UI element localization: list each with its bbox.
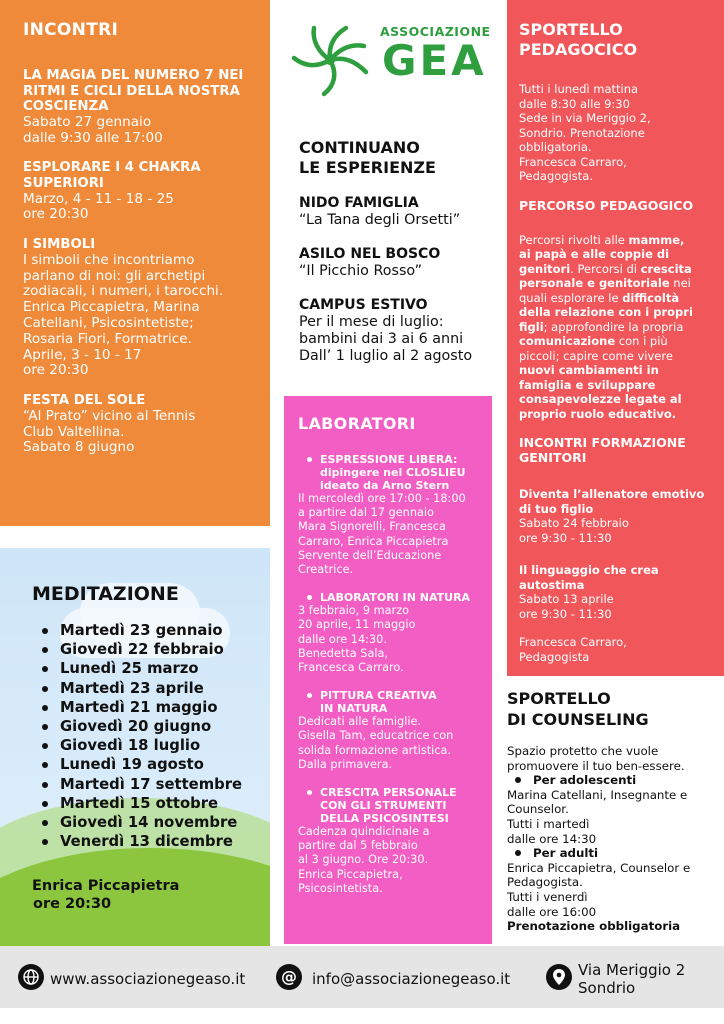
list-item: Giovedì 14 novembre xyxy=(42,813,270,832)
title-line: LABORATORI IN NATURA xyxy=(320,591,471,605)
esperienza-title: CAMPUS ESTIVO xyxy=(299,297,428,313)
title-line: IN NATURA xyxy=(320,702,388,716)
formazione-title: Diventa l’allenatore emotivo xyxy=(519,487,705,501)
text-line: promuovere il tuo ben-essere. xyxy=(507,758,685,773)
list-item: Giovedì 20 giugno xyxy=(42,717,270,736)
formazione-title: autostima xyxy=(519,577,585,592)
adulti-label: Per adulti xyxy=(507,846,722,861)
event-title: I SIMBOLI xyxy=(23,237,96,253)
text-line: Pedagogista. xyxy=(519,169,593,183)
body-text: con i più xyxy=(615,334,668,348)
emphasis-text: consapevolezze legate al xyxy=(519,392,682,406)
event-title: LA MAGIA DEL NUMERO 7 NEI RITMI E CICLI DELLA NOSTRA COSCIENZA xyxy=(23,68,244,115)
esperienza-nido xyxy=(299,195,489,229)
event-detail: ore 20:30 xyxy=(23,206,89,223)
heading-line: SPORTELLO xyxy=(507,689,611,708)
counseling-heading xyxy=(507,688,722,730)
esperienza-detail: Dall’ 1 luglio al 2 agosto xyxy=(299,348,473,364)
list-item: Martedì 23 gennaio xyxy=(42,621,270,640)
event-festa-del-sole xyxy=(23,393,256,456)
event-title: FESTA DEL SOLE xyxy=(23,393,146,409)
event-detail: Marzo, 4 - 11 - 18 - 25 xyxy=(23,190,174,207)
laboratorio-detail: Cadenza quindicinale a xyxy=(298,825,430,839)
title-line: ideato da Arno Stern xyxy=(320,479,450,492)
logo-name: GEA xyxy=(382,36,487,85)
laboratorio-detail: partire dal 5 febbraio xyxy=(298,839,418,853)
esperienza-title: NIDO FAMIGLIA xyxy=(299,195,419,211)
at-icon: @ xyxy=(276,964,302,990)
text-line: Sondrio. Prenotazione xyxy=(519,125,645,140)
body-text: ; approfondire la propria xyxy=(543,319,684,334)
event-simboli xyxy=(23,237,256,379)
body-text: piccoli; capire come vivere xyxy=(519,348,673,363)
event-detail: Rosaria Fiori, Formatrice. xyxy=(23,330,192,347)
esperienze-heading xyxy=(299,138,489,178)
text-line: dalle ore 14:30 xyxy=(507,831,597,846)
text-line: Pedagogista. xyxy=(507,875,583,890)
esperienza-title: ASILO NEL BOSCO xyxy=(299,246,441,262)
meditazione-panel xyxy=(0,548,270,946)
event-detail: zodiacali, i numeri, i tarocchi. xyxy=(23,283,224,300)
address xyxy=(578,961,685,997)
text-line xyxy=(519,407,716,422)
sportello-heading xyxy=(519,20,716,60)
event-detail: parlano di noi: gli archetipi xyxy=(23,267,206,284)
logo-association-label: ASSOCIAZIONE xyxy=(380,24,491,39)
text-line: obbligatoria. xyxy=(519,140,592,154)
event-detail: Sabato 8 giugno xyxy=(23,439,135,456)
event-detail: “Al Prato” vicino al Tennis xyxy=(23,407,196,424)
emphasis-text: famiglia e sviluppare xyxy=(519,377,656,392)
list-item: Giovedì 22 febbraio xyxy=(42,640,270,659)
body-text: Percorsi rivolti alle xyxy=(519,232,629,247)
globe-icon xyxy=(18,964,44,990)
sportello-intro xyxy=(519,82,716,184)
emphasis-text: personale e genitoriale xyxy=(519,276,670,290)
body-text: . Percorsi di xyxy=(570,261,641,276)
location-pin-icon xyxy=(546,964,572,990)
event-detail: dalle 9:30 alle 17:00 xyxy=(23,129,163,146)
website-link[interactable]: www.associazionegeaso.it xyxy=(50,970,246,988)
formazione-detail: Sabato 13 aprile xyxy=(519,592,614,606)
laboratorio-detail: Dedicati alle famiglie. xyxy=(298,715,422,729)
meditazione-dates-list xyxy=(42,621,270,851)
body-text: quali esplorare le xyxy=(519,290,623,305)
formazione-linguaggio-autostima xyxy=(519,563,716,621)
title-line: ESPRESSIONE LIBERA: xyxy=(320,453,458,466)
text-line xyxy=(519,320,716,335)
percorso-description xyxy=(519,233,716,422)
emphasis-text: figli xyxy=(519,319,544,334)
esperienza-campus xyxy=(299,297,489,365)
emphasis-text: ai papà e alle coppie di xyxy=(519,247,670,261)
esperienza-detail: “Il Picchio Rosso” xyxy=(299,263,423,279)
text-line: Sede in via Meriggio 2, xyxy=(519,111,651,125)
text-line: Francesca Carraro, xyxy=(519,154,627,169)
event-detail: Catellani, Psicosintetiste; xyxy=(23,314,194,331)
text-line xyxy=(519,392,716,407)
prenotazione-note: Prenotazione obbligatoria xyxy=(507,919,681,934)
text-line: Francesca Carraro, xyxy=(519,635,627,649)
esperienza-detail: bambini dai 3 ai 6 anni xyxy=(299,331,464,347)
title-line: CON GLI STRUMENTI xyxy=(320,799,447,813)
laboratori-heading: LABORATORI xyxy=(298,414,416,433)
address-street: Via Meriggio 2 xyxy=(578,961,686,979)
text-line: Spazio protetto che vuole xyxy=(507,744,659,758)
title-line: DELLA PSICOSINTESI xyxy=(320,812,449,826)
sportello-signature xyxy=(519,635,716,664)
incontri-panel xyxy=(0,0,270,526)
emphasis-text: mamme, xyxy=(628,232,685,247)
formazione-title: Il linguaggio che crea xyxy=(519,563,659,577)
laboratorio-detail: Mara Signorelli, Francesca xyxy=(298,520,446,534)
laboratorio-detail: Servente dell’Educazione xyxy=(298,548,442,562)
laboratorio-title xyxy=(298,786,484,825)
heading-line: CONTINUANO xyxy=(299,138,420,157)
emphasis-text: genitori xyxy=(519,261,571,276)
formazione-allenatore-emotivo xyxy=(519,487,716,545)
laboratorio-detail: Francesca Carraro. xyxy=(298,661,404,675)
text-line: Marina Catellani, Insegnante e xyxy=(507,787,688,802)
meditazione-footer xyxy=(32,877,270,913)
laboratorio-detail: Carraro, Enrica Piccapietra xyxy=(298,534,449,548)
title-line: CRESCITA PERSONALE xyxy=(320,786,457,800)
title-line: dipingere nel CLOSLIEU xyxy=(320,466,466,479)
list-item: Martedì 15 ottobre xyxy=(42,794,270,813)
text-line: Counselor. xyxy=(507,802,569,817)
event-title: ESPLORARE I 4 CHAKRA SUPERIORI xyxy=(23,160,201,191)
text-line xyxy=(519,378,716,393)
esperienza-detail: Per il mese di luglio: xyxy=(299,314,444,330)
laboratorio-espressione-libera xyxy=(298,453,484,577)
formazione-heading xyxy=(519,435,716,465)
text-line: Tutti i venerdì xyxy=(507,889,588,904)
meditazione-leader: Enrica Piccapietra xyxy=(32,878,180,895)
event-detail: Sabato 27 gennaio xyxy=(23,113,152,130)
laboratorio-detail: 20 aprile, 11 maggio xyxy=(298,618,416,632)
laboratorio-detail: dalle ore 14:30. xyxy=(298,632,387,646)
contact-footer xyxy=(0,946,724,1008)
laboratori-panel xyxy=(284,396,492,944)
text-line: Tutti i lunedì mattina xyxy=(519,82,639,96)
laboratorio-detail: Dalla primavera. xyxy=(298,757,393,771)
laboratorio-detail: Il mercoledì ore 17:00 - 18:00 xyxy=(298,492,466,505)
meditazione-heading: MEDITAZIONE xyxy=(32,583,179,605)
event-detail: ore 20:30 xyxy=(23,362,89,379)
formazione-title: di tuo figlio xyxy=(519,501,594,516)
laboratorio-detail: 3 febbraio, 9 marzo xyxy=(298,604,410,618)
email-link[interactable]: info@associazionegeaso.it xyxy=(312,970,511,988)
laboratorio-detail: Psicosintetista. xyxy=(298,881,383,895)
adolescenti-label: Per adolescenti xyxy=(507,773,722,788)
esperienza-asilo xyxy=(299,246,489,280)
text-line: Tutti i martedì xyxy=(507,816,590,831)
text-line: Enrica Piccapietra, Counselor e xyxy=(507,860,691,875)
emphasis-text: della relazione con i propri xyxy=(519,305,693,319)
text-line xyxy=(519,334,716,349)
laboratorio-detail: Enrica Piccapietra, xyxy=(298,867,403,881)
list-item: Martedì 23 aprile xyxy=(42,679,270,698)
emphasis-text: difficoltà xyxy=(622,290,680,305)
body-text: nei xyxy=(669,276,691,290)
text-line xyxy=(519,276,716,291)
list-item: Giovedì 18 luglio xyxy=(42,736,270,755)
text-line xyxy=(519,233,716,248)
emphasis-text: nuovi cambiamenti in xyxy=(519,363,659,377)
text-line xyxy=(519,262,716,277)
heading-line: LE ESPERIENZE xyxy=(299,158,436,177)
heading-line: PEDAGOCICO xyxy=(519,40,638,59)
text-line xyxy=(519,363,716,378)
laboratorio-detail: a partire dal 17 gennaio xyxy=(298,506,434,520)
laboratorio-detail: al 3 giugno. Ore 20:30. xyxy=(298,853,429,867)
laboratorio-detail: solida formazione artistica. xyxy=(298,743,452,757)
emphasis-text: crescita xyxy=(640,261,692,276)
association-logo xyxy=(290,20,490,100)
address-city: Sondrio xyxy=(578,979,636,997)
emphasis-text: proprio ruolo educativo. xyxy=(519,406,677,421)
event-detail: Club Valtellina. xyxy=(23,423,125,440)
heading-line: GENITORI xyxy=(519,450,587,465)
meditazione-time: ore 20:30 xyxy=(33,896,112,913)
esperienze-section xyxy=(299,138,489,382)
text-line: dalle ore 16:00 xyxy=(507,904,597,919)
laboratorio-title xyxy=(298,453,484,492)
formazione-detail: Sabato 24 febbraio xyxy=(519,516,629,530)
heading-line: SPORTELLO xyxy=(519,20,623,39)
list-item: Lunedì 19 agosto xyxy=(42,755,270,774)
formazione-detail: ore 9:30 - 11:30 xyxy=(519,530,612,545)
event-magia-numero-7 xyxy=(23,68,256,146)
laboratorio-psicosintesi xyxy=(298,786,484,896)
laboratorio-detail: Gisella Tam, educatrice con xyxy=(298,729,454,743)
laboratorio-title xyxy=(298,689,484,715)
event-detail: I simboli che incontriamo xyxy=(23,251,195,268)
list-item: Martedì 17 settembre xyxy=(42,775,270,794)
text-line xyxy=(519,247,716,262)
laboratorio-detail: Benedetta Sala, xyxy=(298,646,389,660)
sun-symbol-icon xyxy=(290,22,370,98)
percorso-heading: PERCORSO PEDAGOGICO xyxy=(519,197,694,213)
text-line: dalle 8:30 alle 9:30 xyxy=(519,96,630,111)
list-item: Lunedì 25 marzo xyxy=(42,659,270,678)
heading-line: DI COUNSELING xyxy=(507,710,649,729)
list-item: Venerdì 13 dicembre xyxy=(42,832,270,851)
heading-line: INCONTRI FORMAZIONE xyxy=(519,435,686,450)
laboratorio-pittura-creativa xyxy=(298,689,484,772)
formazione-detail: ore 9:30 - 11:30 xyxy=(519,606,612,621)
event-detail: Aprile, 3 - 10 - 17 xyxy=(23,346,142,363)
text-line xyxy=(519,291,716,306)
list-item: Martedì 21 maggio xyxy=(42,698,270,717)
event-chakra xyxy=(23,160,256,223)
text-line xyxy=(519,349,716,364)
event-detail: Enrica Piccapietra, Marina xyxy=(23,299,200,316)
sportello-pedagogico-panel xyxy=(507,0,724,676)
counseling-section xyxy=(507,688,722,934)
emphasis-text: comunicazione xyxy=(519,334,616,348)
text-line xyxy=(519,305,716,320)
text-line: Pedagogista xyxy=(519,649,590,664)
laboratorio-detail: Creatrice. xyxy=(298,563,354,577)
laboratorio-title xyxy=(298,591,484,604)
incontri-heading: INCONTRI xyxy=(23,20,119,40)
esperienza-detail: “La Tana degli Orsetti” xyxy=(299,212,461,228)
laboratorio-natura xyxy=(298,591,484,675)
title-line: PITTURA CREATIVA xyxy=(320,689,437,703)
